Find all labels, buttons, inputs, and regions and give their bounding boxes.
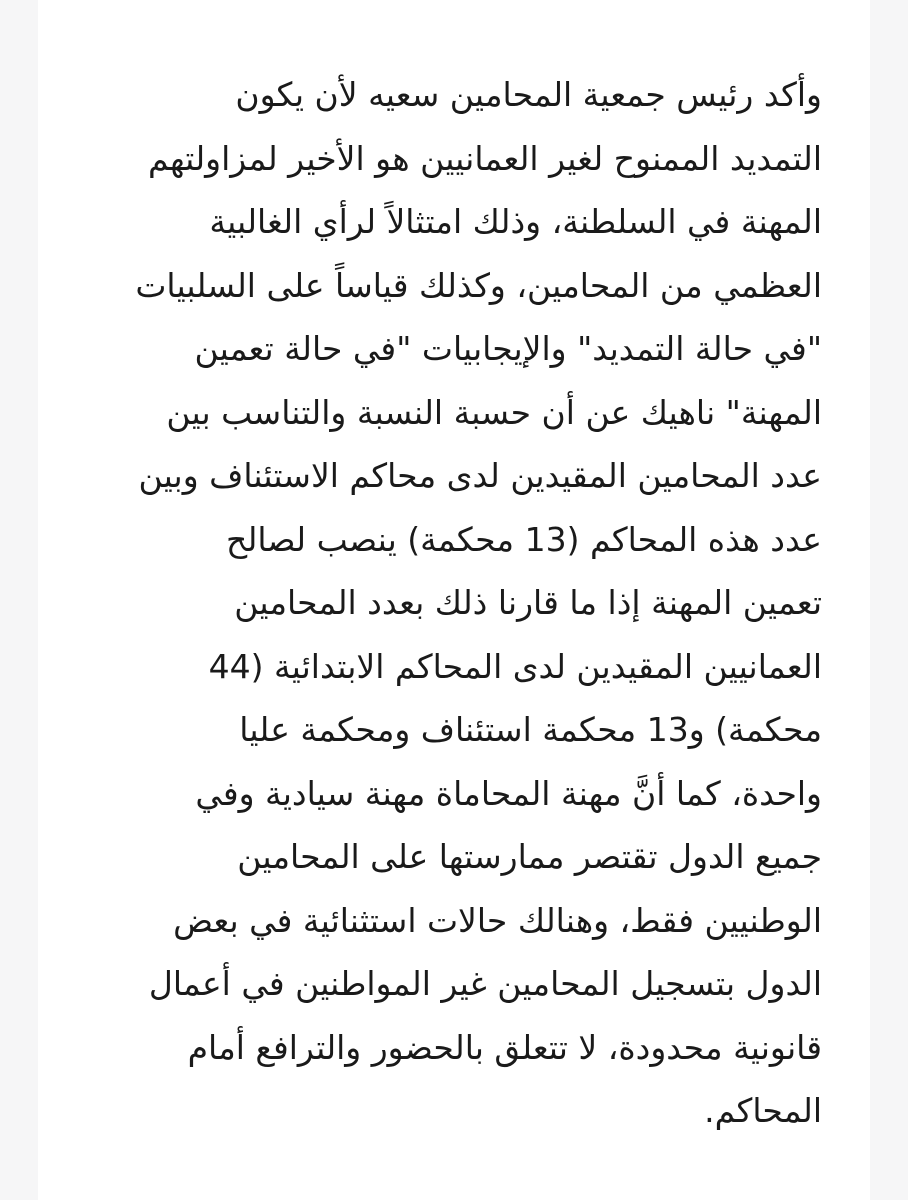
text-line: محكمة) و13 محكمة استئناف ومحكمة عليا (239, 710, 822, 749)
text-line: قانونية محدودة، لا تتعلق بالحضور والترافع أمام (187, 1027, 822, 1067)
text-line: عدد هذه المحاكم (13 محكمة) ينصب لصالح (226, 519, 822, 559)
text-line: وأكد رئيس جمعية المحامين سعيه لأن يكون (235, 75, 822, 114)
text-line: الدول بتسجيل المحامين غير المواطنين في أعمال (148, 964, 822, 1003)
text-line: التمديد الممنوح لغير العمانيين هو الأخير لمزاولتهم (148, 138, 822, 178)
text-line: المحاكم. (704, 1091, 822, 1130)
text-line: المهنة في السلطنة، وذلك امتثالاً لرأي الغالبية (209, 202, 822, 241)
text-line: جميع الدول تقتصر ممارستها على المحامين (237, 837, 822, 876)
text-line: تعمين المهنة إذا ما قارنا ذلك بعدد المحامين (234, 583, 822, 622)
page-panel (38, 0, 870, 1200)
text-line: الوطنيين فقط، وهنالك حالات استثنائية في بعض (173, 900, 822, 940)
text-line: واحدة، كما أنَّ مهنة المحاماة مهنة سيادية وفي (195, 773, 822, 813)
text-line: عدد المحامين المقيدين لدى محاكم الاستئناف وبين (138, 456, 822, 495)
text-line: "في حالة التمديد" والإيجابيات "في حالة تعمين (194, 329, 822, 368)
text-line: العظمي من المحامين، وكذلك قياساً على السلبيات (135, 265, 822, 305)
text-line: المهنة" ناهيك عن أن حسبة النسبة والتناسب بين (166, 392, 822, 432)
article-paragraph (82, 63, 822, 1143)
text-line: العمانيين المقيدين لدى المحاكم الابتدائية (44 (208, 646, 822, 686)
